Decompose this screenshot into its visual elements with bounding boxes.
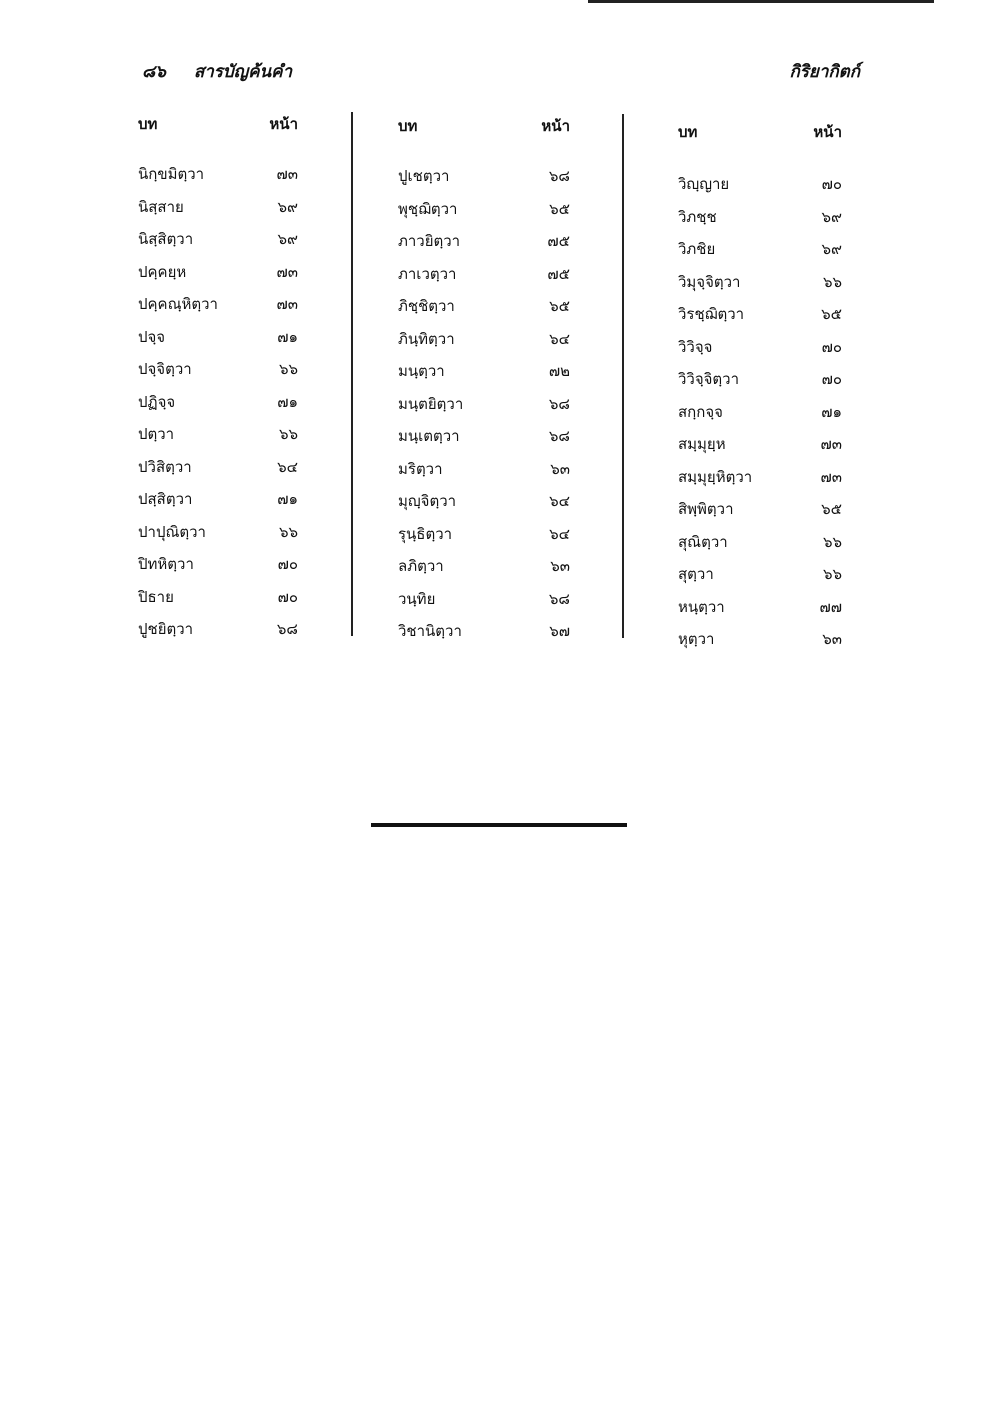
index-rows [398,164,570,652]
entry-page: ๖๓ [822,630,842,648]
entry-word: หุตฺวา [678,630,715,648]
index-entry [138,390,298,423]
index-entry [138,227,298,260]
entry-page: ๖๕ [549,297,570,315]
entry-page: ๖๕ [821,305,842,323]
entry-page: ๗๑ [277,327,298,346]
index-entry [138,585,298,618]
entry-word: วิภชฺช [678,207,717,226]
index-entry [398,262,570,295]
index-entry [398,587,570,620]
entry-word: สุณิตฺวา [678,532,728,551]
entry-page: ๖๕ [549,199,570,218]
index-entry [678,627,842,660]
index-entry [398,359,570,392]
entry-page: ๗๒ [548,362,570,380]
entry-word: ปฏิจฺจ [138,392,176,411]
entry-word: ภาวยิตฺวา [398,232,461,250]
column-divider [351,112,353,636]
entry-word: ภินฺทิตฺวา [398,329,455,348]
index-entry [678,335,842,368]
entry-word: วนฺทิย [398,589,436,608]
page-column-header: หน้า [813,123,842,141]
index-entry [138,455,298,488]
entry-word: ปิทหิตฺวา [138,555,194,573]
index-entry [678,205,842,238]
page-number: ๘๖ [142,62,166,82]
index-entry [138,260,298,293]
entry-word: นิสฺสาย [138,197,184,216]
entry-word: วิชานิตฺวา [398,622,462,640]
entry-page: ๖๙ [821,207,842,226]
entry-page: ๗๑ [277,392,298,411]
index-entry [398,424,570,457]
index-entry [138,617,298,650]
word-column-header: บท [398,117,418,135]
index-entry [398,392,570,425]
entry-page: ๖๓ [550,557,570,575]
entry-page: ๗๑ [821,402,842,421]
end-of-section-rule [371,823,627,827]
entry-word: ภิชฺชิตฺวา [398,297,455,315]
entry-word: มุญฺจิตฺวา [398,492,457,510]
entry-page: ๖๖ [278,360,298,378]
index-entry [398,554,570,587]
entry-word: ภาเวตฺวา [398,264,457,283]
index-entry [138,325,298,358]
index-entry [138,195,298,228]
entry-page: ๖๖ [278,425,298,443]
entry-word: มนฺตฺวา [398,362,445,380]
index-entry [678,270,842,303]
entry-word: รุนฺธิตฺวา [398,524,453,543]
entry-page: ๖๓ [550,459,570,478]
index-entry [678,562,842,595]
running-header-left [142,58,292,85]
entry-page: ๖๖ [822,532,842,551]
index-entry [398,457,570,490]
page-column-header: หน้า [269,115,298,133]
entry-word: วิภชิย [678,240,716,258]
index-column-2 [398,114,570,652]
entry-page: ๖๔ [549,329,570,348]
index-rows [678,172,842,660]
entry-word: ปวิสิตฺวา [138,457,192,476]
entry-word: ปคฺคยฺห [138,262,187,281]
index-entry [138,552,298,585]
entry-word: ปูชยิตฺวา [138,620,194,638]
entry-page: ๖๔ [549,492,570,510]
entry-page: ๖๙ [821,240,842,258]
entry-page: ๗๓ [276,262,298,281]
entry-word: สุตฺวา [678,565,714,583]
entry-page: ๗๓ [820,435,842,453]
index-entry [398,619,570,652]
entry-page: ๖๔ [277,457,298,476]
entry-word: สิพฺพิตฺวา [678,500,734,518]
index-rows [138,162,298,650]
entry-page: ๗๗ [819,597,842,616]
entry-page: ๗๑ [277,490,298,508]
entry-word: วิวิจฺจ [678,337,713,356]
index-entry [678,237,842,270]
page-column-header: หน้า [541,117,570,135]
entry-word: วิรชฺฌิตฺวา [678,305,745,323]
index-entry [678,172,842,205]
entry-word: นิกฺขมิตฺวา [138,165,205,183]
index-entry [678,465,842,498]
entry-page: ๖๘ [548,394,570,413]
entry-page: ๗๓ [276,165,298,183]
entry-word: สมฺมุยฺห [678,435,726,453]
index-entry [138,422,298,455]
entry-page: ๖๖ [822,272,842,291]
index-entry [398,294,570,327]
entry-word: ปิธาย [138,587,174,606]
entry-page: ๖๙ [277,197,298,216]
entry-page: ๖๘ [548,427,570,445]
entry-page: ๖๘ [548,589,570,608]
entry-page: ๗๐ [821,175,842,193]
entry-word: ปสฺสิตฺวา [138,490,193,508]
index-column-3 [678,120,842,660]
entry-word: วิญฺญาย [678,175,730,193]
entry-page: ๗๐ [277,587,298,606]
entry-word: วิมุจฺจิตฺวา [678,272,741,291]
entry-page: ๖๕ [821,500,842,518]
index-entry [678,302,842,335]
entry-word: ปตฺวา [138,425,175,443]
entry-word: ลภิตฺวา [398,557,444,575]
entry-word: ปจฺจิตฺวา [138,360,192,378]
index-entry [138,292,298,325]
entry-page: ๖๗ [549,622,570,640]
entry-page: ๗๓ [820,467,842,486]
entry-word: ปูเชตฺวา [398,167,450,185]
index-entry [398,327,570,360]
index-entry [138,357,298,390]
index-entry [678,595,842,628]
entry-page: ๗๐ [821,370,842,388]
entry-word: ปจฺจ [138,327,166,346]
column-header [678,120,842,148]
index-entry [398,164,570,197]
entry-word: หนฺตฺวา [678,597,725,616]
index-entry [398,229,570,262]
entry-word: วิวิจฺจิตฺวา [678,370,740,388]
entry-page: ๖๙ [277,230,298,248]
index-entry [678,530,842,563]
index-entry [398,197,570,230]
entry-page: ๖๘ [276,620,298,638]
entry-word: มนฺตยิตฺวา [398,394,464,413]
section-title: กิริยากิตก์ [789,62,860,82]
index-entry [678,367,842,400]
entry-word: ปคฺคณฺหิตฺวา [138,295,218,313]
index-entry [678,432,842,465]
word-column-header: บท [678,123,698,141]
index-entry [398,522,570,555]
index-entry [138,162,298,195]
column-header [138,112,298,140]
entry-page: ๖๖ [278,522,298,541]
entry-page: ๗๐ [277,555,298,573]
book-title: สารบัญค้นคำ [193,62,293,82]
index-entry [678,497,842,530]
entry-page: ๖๘ [548,167,570,185]
index-entry [138,520,298,553]
column-divider [622,114,624,638]
index-entry [678,400,842,433]
entry-word: นิสฺสิตฺวา [138,230,194,248]
index-entry [138,487,298,520]
entry-page: ๗๐ [821,337,842,356]
entry-page: ๖๖ [822,565,842,583]
entry-page: ๗๕ [547,264,570,283]
entry-page: ๗๕ [547,232,570,250]
entry-word: สกฺกจฺจ [678,402,723,421]
index-column-1 [138,112,298,650]
entry-word: ปาปุณิตฺวา [138,522,206,541]
entry-word: พุชฺฌิตฺวา [398,199,458,218]
word-column-header: บท [138,115,158,133]
column-header [398,114,570,142]
entry-page: ๗๓ [276,295,298,313]
entry-word: มริตฺวา [398,459,443,478]
entry-page: ๖๔ [549,524,570,543]
scan-edge-line [588,0,934,3]
index-entry [398,489,570,522]
entry-word: สมฺมุยฺหิตฺวา [678,467,753,486]
entry-word: มนฺเตตฺวา [398,427,460,445]
